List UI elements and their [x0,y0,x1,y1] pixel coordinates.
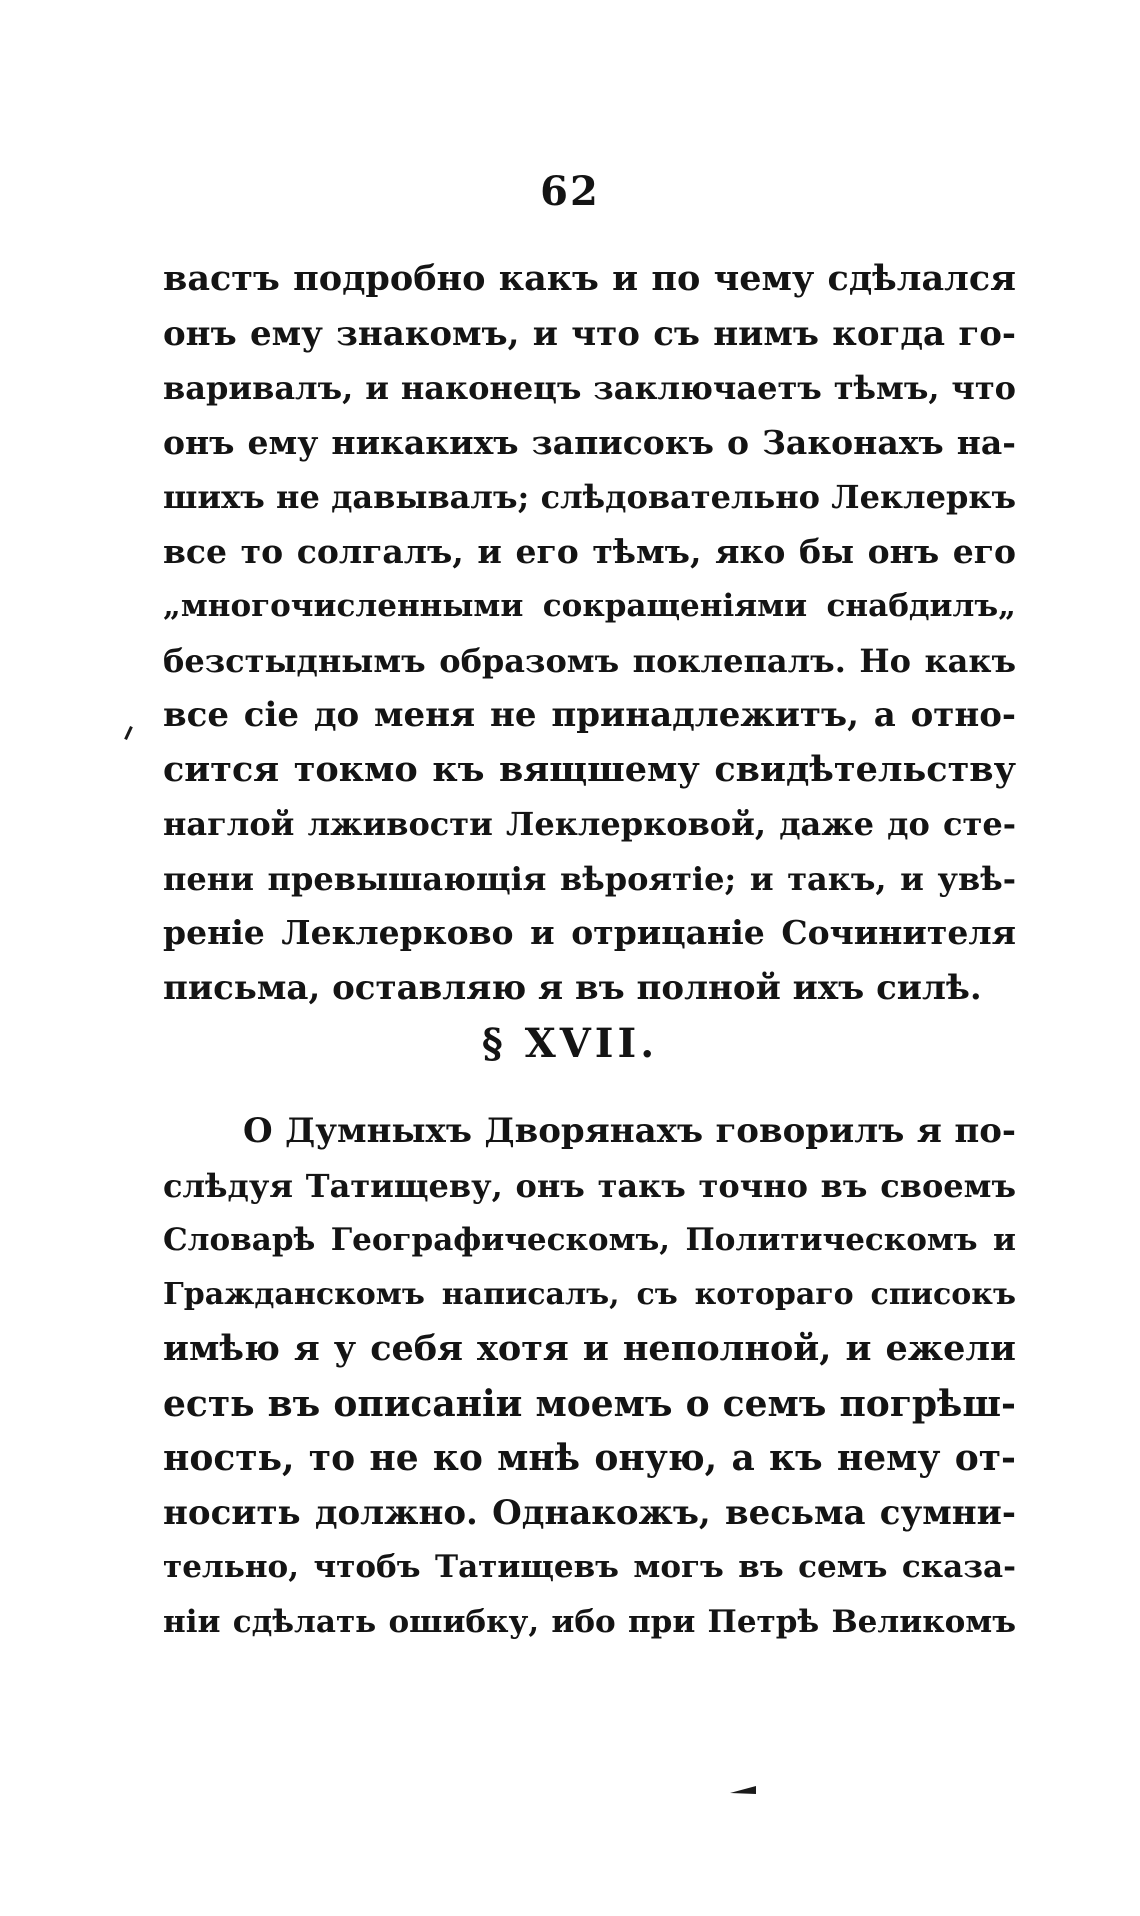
text-line: вастъ подробно какъ и по чему сдѣлался [163,258,1016,299]
text-line: варивалъ, и наконецъ заключаетъ тѣмъ, что [163,369,1016,407]
paragraph-section-xvii [163,1104,1016,1649]
text-line: реніе Леклерково и отрицаніе Сочинителя [163,913,1016,952]
text-line: сится токмо къ вящшему свидѣтельству [163,748,1016,790]
text-line: онъ ему знакомъ, и что съ нимъ когда го- [163,313,1016,354]
catchword-mark [730,1786,756,1794]
text-line: слѣдуя Татищеву, онъ такъ точно въ своемъ [163,1166,1016,1205]
text-line: ніи сдѣлать ошибку, ибо при Петрѣ Великомъ [163,1603,1016,1640]
text-line: Словарѣ Географическомъ, Политическомъ и [163,1222,1016,1258]
text-line: имѣю я у себя хотя и неполной, и ежели [163,1328,1016,1369]
text-line: пени превышающія вѣроятіе; и такъ, и увѣ- [163,859,1016,898]
text-line: „многочисленными сокращеніями снабдилъ„ [163,588,1016,624]
text-line: наглой лживости Леклерковой, даже до сте- [163,805,1016,843]
text-line: все сіе до меня не принадлежитъ, а отно- [163,695,1016,735]
text-line: все то солгалъ, и его тѣмъ, яко бы онъ его [163,531,1016,571]
text-line: безстыднымъ образомъ поклепалъ. Но какъ [163,641,1016,680]
text-line: Гражданскомъ написалъ, съ котораго списокъ [163,1276,1016,1312]
section-heading: § XVII. [481,1020,659,1067]
page-number: 62 [540,168,600,215]
margin-mark [124,726,133,740]
text-line: О Думныхъ Дворянахъ говорилъ я по- [243,1111,1016,1151]
text-line: тельно, чтобъ Татищевъ могъ въ семъ сказа- [163,1549,1016,1585]
text-line: носить должно. Однакожъ, весьма сумни- [163,1492,1016,1533]
text-line: есть въ описаніи моемъ о семъ погрѣш- [163,1382,1016,1425]
text-line: ность, то не ко мнѣ оную, а къ нему от- [163,1437,1016,1479]
text-line: шихъ не давывалъ; слѣдовательно Леклеркъ [163,478,1016,516]
text-line: онъ ему никакихъ записокъ о Законахъ на- [163,422,1016,462]
text-line: письма, оставляю я въ полной ихъ силѣ. [163,967,982,1008]
paragraph-continued [163,252,1016,1015]
